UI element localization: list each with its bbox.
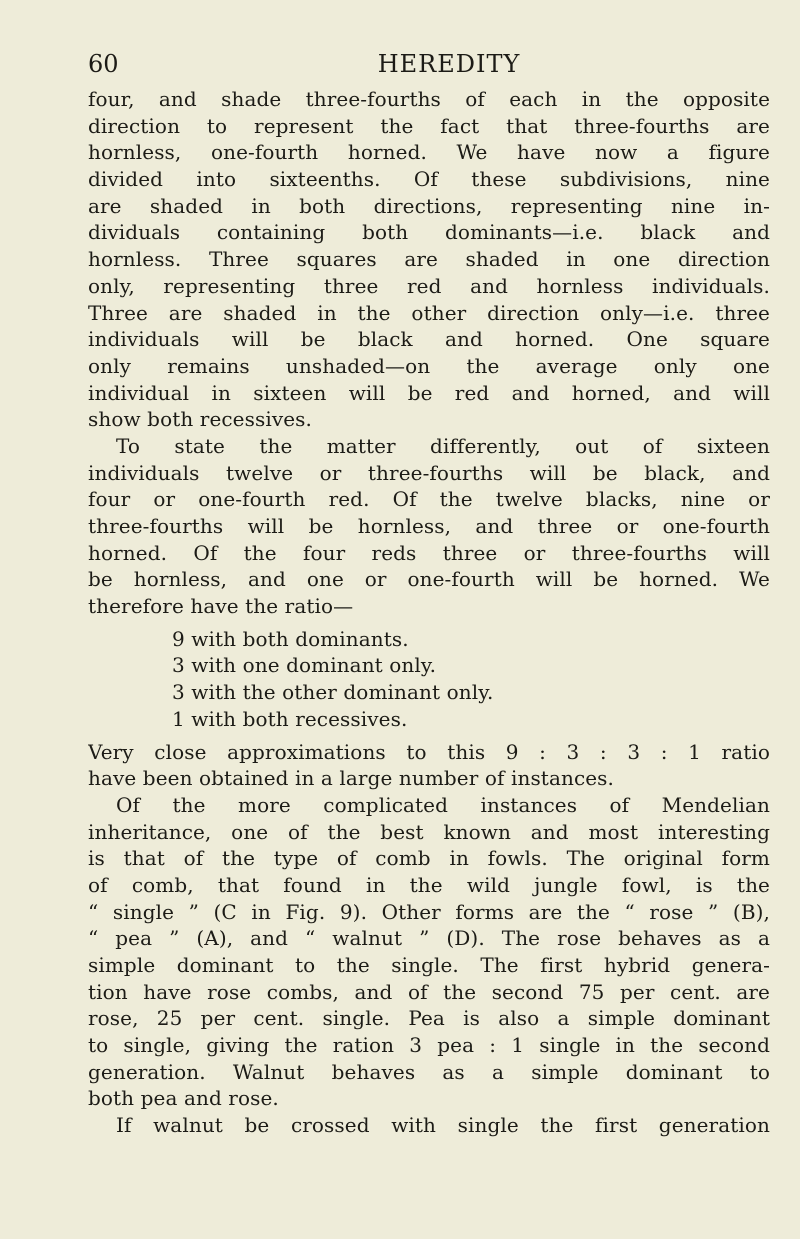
paragraph-1	[88, 86, 770, 433]
page-number: 60	[88, 50, 119, 78]
paragraph-3	[88, 739, 770, 792]
text-line: Very close approximations to this 9 : 3 : 3 : 1 ratio	[88, 739, 770, 764]
text-line: individuals will be black and horned. One square	[88, 327, 770, 352]
running-title: HEREDITY	[377, 50, 521, 78]
text-line: “ pea ” (A), and “ walnut ” (D). The rose behaves as a	[88, 926, 770, 951]
list-item: 9 with both dominants.	[172, 626, 409, 651]
text-line: “ single ” (C in Fig. 9). Other forms are the “ rose ” (B),	[88, 899, 770, 924]
text-line: inheritance, one of the best known and most interesting	[88, 819, 770, 844]
text-line: both pea and rose.	[88, 1086, 279, 1111]
text-line: hornless. Three squares are shaded in one direction	[88, 247, 770, 272]
paragraph-5	[88, 1112, 770, 1139]
list-item: 3 with one dominant only.	[172, 653, 437, 678]
page-header	[88, 42, 770, 86]
text-line: tion have rose combs, and of the second 75 per cent. are	[88, 979, 770, 1004]
text-line: direction to represent the fact that three-fourths are	[88, 113, 770, 138]
text-line: have been obtained in a large number of instances.	[88, 766, 615, 791]
text-line: divided into sixteenths. Of these subdivisions, nine	[88, 167, 770, 192]
text-line: horned. Of the four reds three or three-fourths will	[88, 540, 770, 565]
text-line: is that of the type of comb in fowls. The original form	[88, 846, 770, 871]
text-line: of comb, that found in the wild jungle fowl, is the	[88, 872, 770, 897]
text-line: To state the matter differently, out of sixteen	[116, 433, 770, 458]
text-line: four, and shade three-fourths of each in the opposite	[88, 87, 770, 111]
body-text	[88, 86, 770, 1139]
text-line: to single, giving the ration 3 pea : 1 single in the second	[88, 1033, 770, 1058]
text-line: generation. Walnut behaves as a simple dominant to	[88, 1059, 770, 1084]
text-line: only, representing three red and hornless individuals.	[88, 273, 770, 298]
text-line: only remains unshaded—on the average only one	[88, 353, 770, 378]
list-item: 1 with both recessives.	[172, 706, 408, 731]
text-line: are shaded in both directions, representing nine in-	[88, 193, 770, 218]
ratio-list	[88, 626, 770, 733]
text-line: three-fourths will be hornless, and three or one-fourth	[88, 514, 770, 538]
text-line: individual in sixteen will be red and horned, and will	[88, 380, 770, 405]
text-line: simple dominant to the single. The first hybrid genera-	[88, 953, 770, 977]
text-line: show both recessives.	[88, 407, 312, 432]
text-line: therefore have the ratio—	[88, 594, 354, 619]
text-line: Three are shaded in the other direction only—i.e. three	[88, 300, 770, 325]
text-line: If walnut be crossed with single the first generation	[116, 1113, 770, 1138]
text-line: hornless, one-fourth horned. We have now a figure	[88, 140, 770, 165]
text-line: rose, 25 per cent. single. Pea is also a simple dominant	[88, 1006, 770, 1031]
text-line: individuals twelve or three-fourths will be black, and	[88, 460, 770, 485]
paragraph-4	[88, 792, 770, 1112]
text-line: be hornless, and one or one-fourth will be horned. We	[88, 567, 770, 592]
paragraph-2	[88, 433, 770, 620]
text-line: four or one-fourth red. Of the twelve blacks, nine or	[88, 487, 770, 512]
text-line: dividuals containing both dominants—i.e. black and	[88, 220, 770, 245]
text-line: Of the more complicated instances of Mendelian	[116, 792, 770, 817]
list-item: 3 with the other dominant only.	[172, 680, 494, 705]
